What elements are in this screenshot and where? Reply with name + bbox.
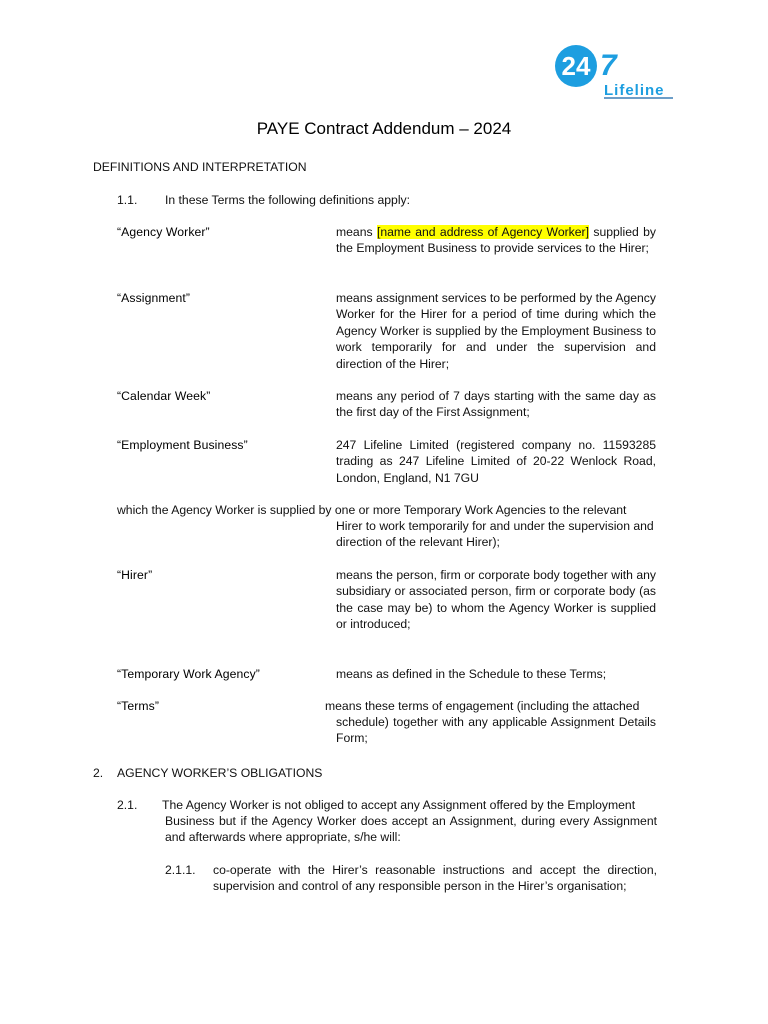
definition-agency-worker: means [name and address of Agency Worker] supplied by the Employment Business to provide services to the Hirer;: [336, 225, 657, 256]
term-calendar-week: “Calendar Week”: [117, 389, 211, 403]
definition-employment-business: 247 Lifeline Limited (registered company no. 11593285 trading as 247 Lifeline Limited of 20-22 Wenlock Road, London, England, N1 7GU: [336, 438, 656, 485]
clause-2-1-first-line: The Agency Worker is not obliged to accept any Assignment offered by the Employment: [162, 798, 636, 812]
term-assignment: “Assignment”: [117, 291, 190, 305]
term-temporary-work-agency: “Temporary Work Agency”: [117, 667, 260, 681]
term-agency-worker: “Agency Worker”: [117, 225, 210, 239]
section1-heading: DEFINITIONS AND INTERPRETATION: [93, 160, 307, 174]
clause-2-1-1-number: 2.1.1.: [165, 863, 196, 877]
clause-1-1-number: 1.1.: [117, 193, 138, 207]
definition-terms-first-line: means these terms of engagement (including the attached: [325, 699, 640, 713]
logo-word: Lifeline: [604, 82, 665, 99]
term-hirer: “Hirer”: [117, 568, 153, 582]
continuation-first-line: which the Agency Worker is supplied by one or more Temporary Work Agencies to the relevant: [117, 503, 627, 517]
logo-seven: 7: [600, 49, 617, 82]
clause-2-1-rest: Business but if the Agency Worker does accept an Assignment, during every Assignment and afterwards where appropriate, s/he will:: [165, 814, 657, 845]
definition-assignment: means assignment services to be performed by the Agency Worker for the Hirer for a period of time during which the Agency Worker is supplied by the Employment Business to work temporarily for and under the supervision and direction of the Hirer;: [336, 291, 656, 371]
clause-1-1-text: In these Terms the following definitions apply:: [165, 193, 411, 207]
section2-heading: AGENCY WORKER’S OBLIGATIONS: [117, 766, 323, 780]
term-terms: “Terms”: [117, 699, 159, 713]
company-logo: [554, 42, 676, 100]
logo-number: 24: [561, 51, 591, 81]
definition-terms-rest: schedule) together with any applicable Assignment Details Form;: [336, 715, 656, 746]
definition-calendar-week: means any period of 7 days starting with the same day as the first day of the First Assignment;: [336, 389, 656, 420]
section2-number: 2.: [93, 766, 104, 780]
clause-2-1-number: 2.1.: [117, 798, 138, 812]
definition-hirer: means the person, firm or corporate body together with any subsidiary or associated person, firm or corporate body (as the case may be) to whom the Agency Worker is supplied or introduced;: [336, 568, 656, 632]
definition-temporary-work-agency: means as defined in the Schedule to these Terms;: [336, 667, 607, 681]
clause-2-1-1-text: co-operate with the Hirer’s reasonable instructions and accept the direction, supervision and control of any responsible person in the Hirer’s organisation;: [213, 863, 657, 894]
continuation-rest: Hirer to work temporarily for and under the supervision and direction of the relevant Hirer);: [336, 519, 654, 550]
document-title: PAYE Contract Addendum – 2024: [256, 119, 512, 138]
highlighted-placeholder: [name and address of Agency Worker]: [376, 225, 589, 239]
term-employment-business: “Employment Business”: [117, 438, 248, 452]
